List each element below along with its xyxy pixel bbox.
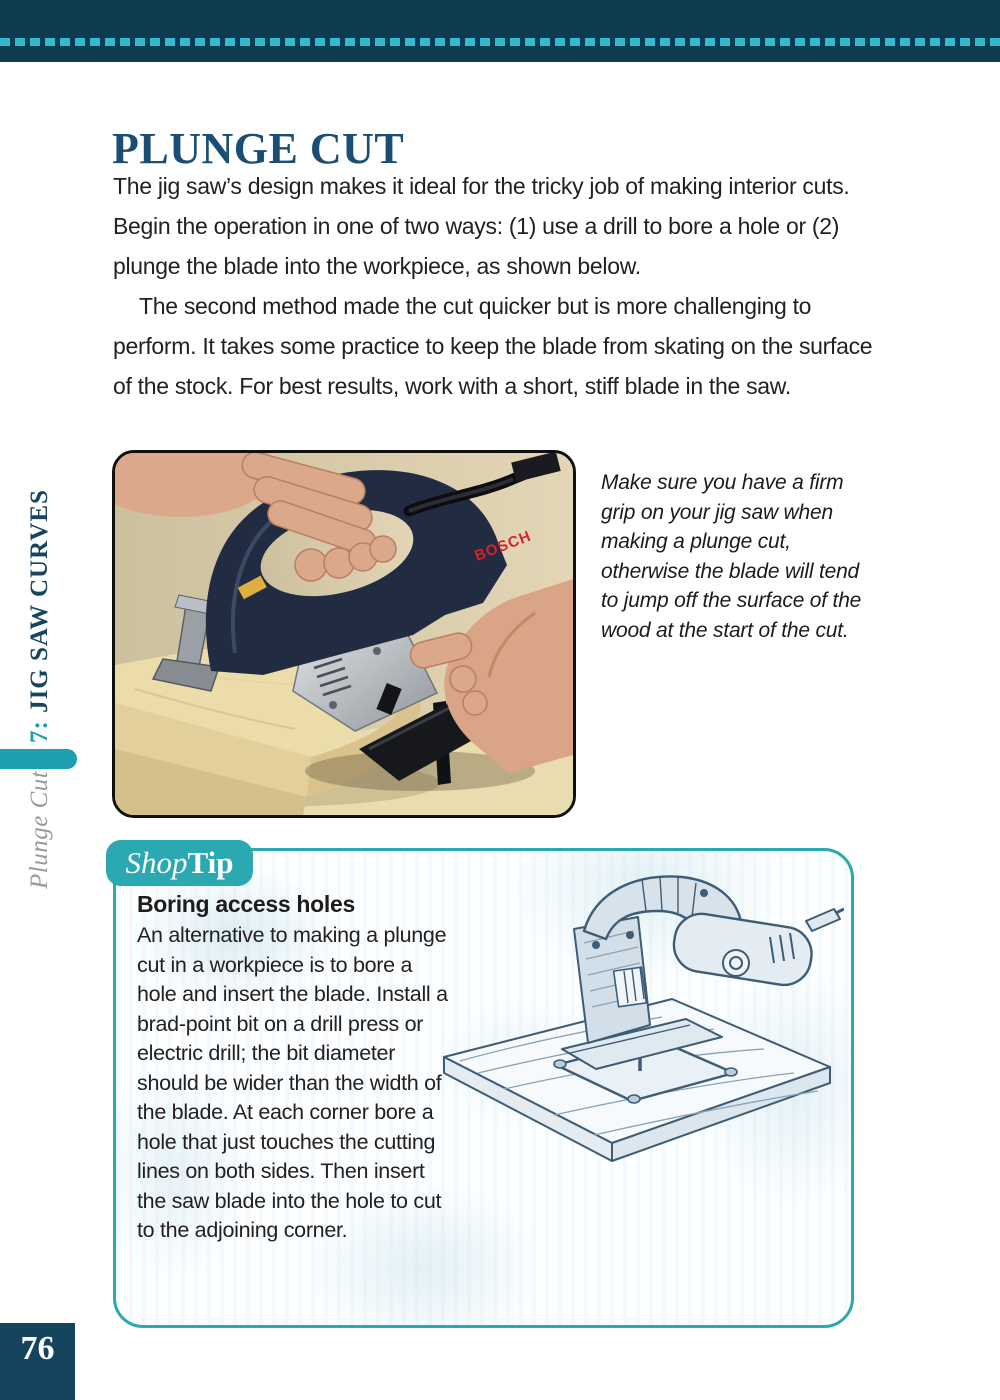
dashed-rule-decoration [0, 38, 1000, 46]
plunge-cut-photo [112, 450, 576, 818]
intro-paragraph-2: The second method made the cut quicker but is more challenging to perform. It takes some practice to keep the blade from skating on the surface of the stock. For best results, work with a short, stiff blade in the saw. [113, 293, 873, 399]
plunge-cut-photo-illustration [115, 453, 573, 815]
tip-heading: Boring access holes [137, 891, 355, 917]
chapter-name: JIG SAW CURVES [26, 489, 53, 721]
shop-tip-badge-shop: Shop [125, 845, 188, 880]
chapter-number: 7: [26, 720, 53, 743]
intro-text [113, 166, 888, 406]
sidebar-chapter-label [26, 485, 64, 747]
page-title: PLUNGE CUT [112, 124, 405, 174]
photo-caption: Make sure you have a firm grip on your jig saw when making a plunge cut, otherwise the blade will tend to jump off the surface of the wood at the start of the cut. [601, 471, 862, 642]
intro-paragraph-1: The jig saw’s design makes it ideal for the tricky job of making interior cuts. Begin the operation in one of two ways: (1) use a drill to bore a hole or (2) plunge the blade into the workpiece, as shown below. [113, 173, 850, 279]
page-number: 76 [20, 1330, 55, 1367]
shop-tip-badge [106, 840, 253, 886]
shop-tip-badge-tip: Tip [187, 845, 234, 880]
top-banner [0, 0, 1000, 62]
page-number-block [0, 1323, 75, 1400]
brand-label: BOSCH [472, 527, 534, 565]
tip-body-text: An alternative to making a plunge cut in a workpiece is to bore a hole and insert the blade. Install a brad-point bit on a drill press or electric drill; the bit diameter should be wider than the width of the blade. At each corner bore a hole that just touches the cutting lines on both sides. Then insert the saw blade into the hole to cut to the adjoining corner. [137, 923, 448, 1242]
tip-illustration-jigsaw-drawing [434, 867, 844, 1187]
shop-tip-box [113, 845, 854, 1328]
sidebar-section-label: Plunge Cut [26, 770, 53, 890]
